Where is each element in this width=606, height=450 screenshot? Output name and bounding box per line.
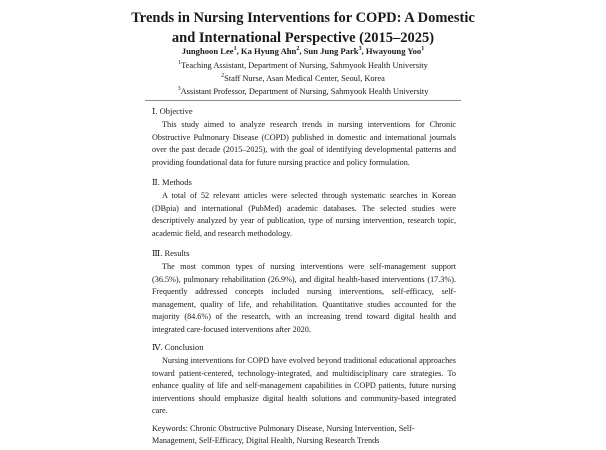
affiliation-mark: 1 <box>178 60 182 67</box>
affiliation-mark: 2 <box>221 73 225 80</box>
keywords-block <box>152 423 458 447</box>
keywords-text: Chronic Obstructive Pulmonary Disease, Nursing Intervention, Self-Management, Self-Efficacy, Digital Health, Nursing Research Trends <box>152 424 415 445</box>
section-heading: Ⅲ. Results <box>152 248 190 258</box>
affiliation-text: Staff Nurse, Asan Medical Center, Seoul, Korea <box>224 74 385 83</box>
author-name: Hwayoung Yoo <box>365 46 422 56</box>
section-body: Nursing interventions for COPD have evolved beyond traditional educational approaches toward patient-centered, technology-integrated, and multidisciplinary care strategies. To enhance quality of life and self-management capabilities in COPD patients, future nursing interventions should emphasize digital health solutions and community-based integrated care. <box>152 356 456 416</box>
author-name: Junghoon Lee <box>181 46 234 56</box>
keywords-label: Keywords: <box>152 424 188 433</box>
section-body: The most common types of nursing interventions were self-management support (36.5%), pulmonary rehabilitation (26.9%), and digital health-based interventions (17.3%). Frequently addressed concepts included nursing interventions, self-efficacy, self-management, quality of life, and rehabilitation. Quantitative studies accounted for the majority (84.6%) of the research, with an increasing trend toward digital health and integrated care-focused interventions after 2020. <box>152 262 456 334</box>
author-affil-mark: 3 <box>358 46 362 53</box>
section-results <box>152 248 456 337</box>
author-affil-mark: 1 <box>233 46 237 53</box>
author-list: Junghoon Lee$^1$, Ka Hyung Ahn$^2$, Sun Jung Park$^3$, Hwayoung Yoo$^1$ <box>181 46 425 56</box>
affiliation-text: Teaching Assistant, Department of Nursing, Sahmyook Health University <box>181 61 428 70</box>
section-conclusion <box>152 342 456 418</box>
section-heading: Ⅳ. Conclusion <box>152 342 204 352</box>
affiliation-mark: 3 <box>177 86 181 93</box>
affiliation-line <box>0 59 606 72</box>
affiliation-line <box>0 85 606 98</box>
section-heading: Ⅱ. Methods <box>152 177 192 187</box>
section-objective <box>152 106 456 169</box>
section-body: This study aimed to analyze research trends in nursing interventions for Chronic Obstructive Pulmonary Disease (COPD) published in domestic and international journals over the past decade (2015–2025), with the goal of identifying developmental patterns and providing foundational data for future nursing practice and policy formulation. <box>152 120 456 167</box>
affiliation-list <box>0 59 606 98</box>
section-body: A total of 52 relevant articles were selected through systematic searches in Korean (DBpia) and international (PubMed) academic databases. The selected studies were descriptively analyzed by year of publication, type of nursing intervention, research topic, academic field, and research methodology. <box>152 191 456 238</box>
title-line-2: and International Perspective (2015–2025) <box>171 30 435 46</box>
author-name: Sun Jung Park <box>303 46 359 56</box>
title-line-1: Trends in Nursing Interventions for COPD: A Domestic <box>131 10 475 26</box>
author-name: Ka Hyung Ahn <box>240 46 297 56</box>
author-affil-mark: 1 <box>421 46 425 53</box>
section-methods <box>152 177 456 240</box>
header-divider <box>145 100 461 101</box>
author-affil-mark: 2 <box>296 46 300 53</box>
affiliation-text: Assistant Professor, Department of Nursing, Sahmyook Health University <box>180 87 429 96</box>
paper-title <box>0 8 606 48</box>
affiliation-line <box>0 72 606 85</box>
section-heading: Ⅰ. Objective <box>152 106 193 116</box>
